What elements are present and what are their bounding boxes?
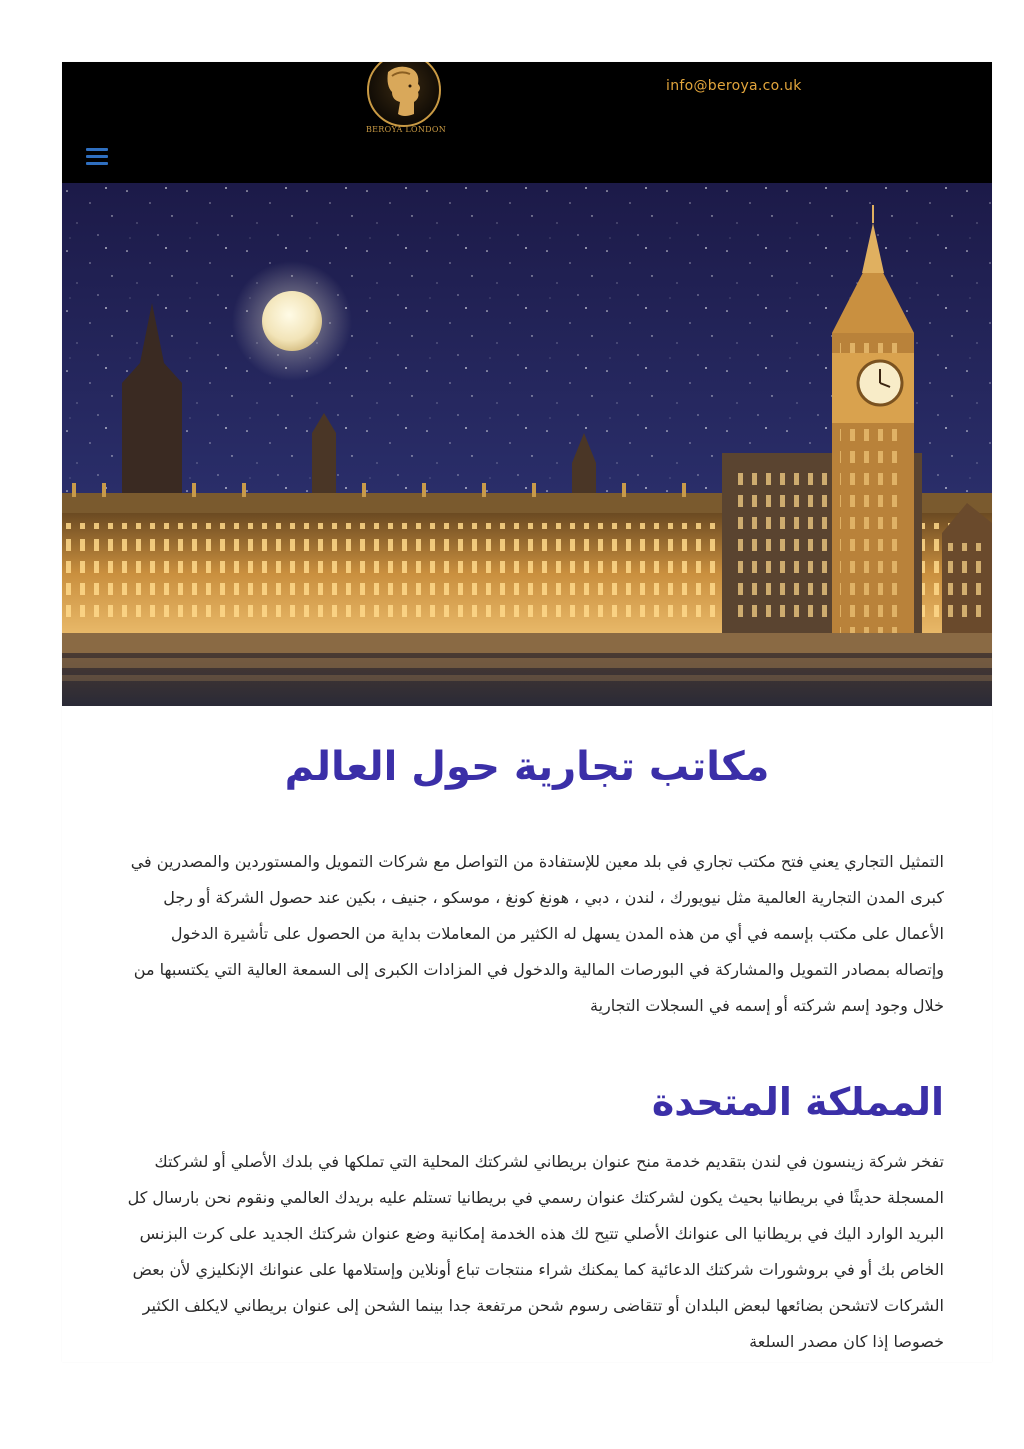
section-paragraph-offices: التمثيل التجاري يعني فتح مكتب تجاري في بلد معين للإستفادة من التواصل مع شركات التمويل والمستوردين والمصدرين في كبرى المدن التجارية العالمية مثل نيويورك ، لندن ، دبي ، هونغ كونغ ، موسكو ، جنيف ، بكين عند حصول الشركة أو رجل الأعمال على مكتب بإسمه في أي من هذه المدن يسهل له الكثير من المعاملات بداية من الحصول على تأشيرة الدخول وإتصاله بمصادر التمويل والمشاركة في البورصات المالية والدخول في المزادات الكبرى إلى السمعة العالية التي يكتسبها من خلال وجود إسم شركته أو إسمه في السجلات التجارية [130, 852, 944, 1015]
section-title-offices: مكاتب تجارية حول العالم [284, 744, 770, 790]
site-header [62, 62, 992, 183]
email-link[interactable]: info@beroya.co.uk [666, 78, 802, 94]
logo-text: BEROYA LONDON [365, 125, 447, 134]
hamburger-menu-icon[interactable] [86, 148, 108, 168]
page-container [62, 62, 992, 1362]
menu-bar [86, 162, 108, 165]
section-title-uk: المملكة المتحدة [651, 1080, 944, 1124]
menu-bar [86, 155, 108, 158]
menu-bar [86, 148, 108, 151]
section-paragraph-uk: تفخر شركة زينسون في لندن بتقديم خدمة منح عنوان بريطاني لشركتك المحلية التي تملكها في بلدك الأصلي أو لشركتك المسجلة حديثًا في بريطانيا بحيث يكون لشركتك عنوان رسمي في بريطانيا تستلم عليه بريدك العالمي ونقوم نحن بارسال كل البريد الوارد اليك في بريطانيا الى عنوانك الأصلي تتيح لك هذه الخدمة إمكانية وضع عنوان شركتك الجديد على كرت البزنس الخاص بك أو في بروشورات شركتك الدعائية كما يمكنك شراء منتجات تباع أونلاين وإستلامها على عنوانك الإنكليزي لأن بعض الشركات لاتشحن بضائعها لبعض البلدان أو تتقاضى رسوم شحن مرتفعة جدا بينما الشحن إلى عنوان بريطاني لايكلف الكثير خصوصا إذا كان مصدر السلعة [127, 1152, 944, 1351]
hero-image-london-skyline [62, 183, 992, 706]
